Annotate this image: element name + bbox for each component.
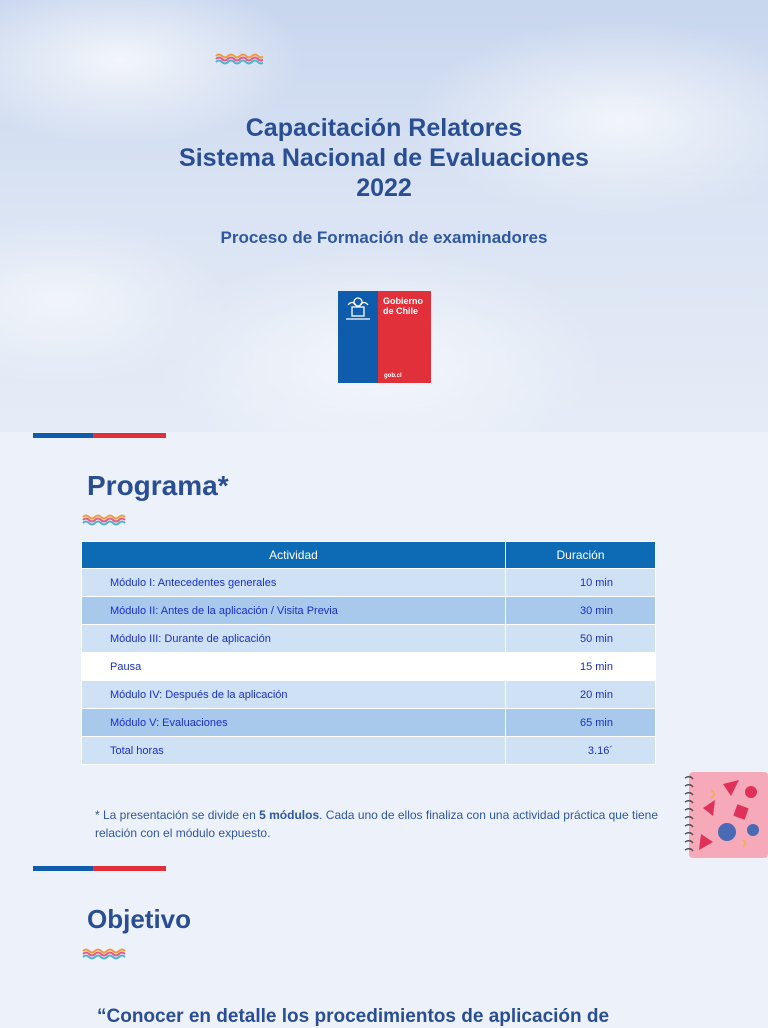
activity-cell: Módulo I: Antecedentes generales: [82, 569, 506, 597]
programa-heading: Programa*: [87, 470, 229, 501]
programa-note: * La presentación se divide en 5 módulos. Cada uno de ellos finaliza con una actividad práctica que tiene relación con el módulo expuesto.: [95, 808, 659, 840]
table-row: [82, 681, 656, 709]
objetivo-slide: [0, 862, 768, 1027]
gobierno-de-chile-logo: [338, 291, 431, 383]
table-row: [82, 597, 656, 625]
cover-title-line: 2022: [356, 174, 412, 202]
objetivo-quote: “Conocer en detalle los procedimientos de aplicación de: [97, 1006, 610, 1027]
squiggle-icon: [82, 948, 128, 960]
cover-title-line: Capacitación Relatores: [245, 114, 523, 142]
activity-cell: Módulo V: Evaluaciones: [82, 709, 506, 737]
flag-bar: [33, 866, 166, 871]
duration-cell: 10 min: [506, 569, 656, 597]
activity-cell: Total horas: [82, 737, 506, 765]
column-header: Duración: [506, 542, 656, 569]
cover-title-line: Sistema Nacional de Evaluaciones: [179, 144, 589, 172]
duration-cell: 30 min: [506, 597, 656, 625]
activity-cell: Módulo IV: Después de la aplicación: [82, 681, 506, 709]
logo-footer: gob.cl: [384, 373, 402, 379]
table-row: [82, 625, 656, 653]
table-row: [82, 569, 656, 597]
notebook-icon: [683, 770, 768, 860]
squiggle-icon: [82, 514, 128, 526]
activity-cell: Módulo II: Antes de la aplicación / Visita Previa: [82, 597, 506, 625]
duration-cell: 3.16´: [506, 737, 656, 765]
duration-cell: 65 min: [506, 709, 656, 737]
table-row: [82, 653, 656, 681]
logo-text: de Chile: [383, 306, 419, 316]
cover-slide: [0, 0, 768, 432]
activity-cell: Pausa: [82, 653, 506, 681]
coat-of-arms-icon: [342, 293, 374, 323]
objetivo-heading: Objetivo: [87, 904, 192, 934]
squiggle-icon: [215, 53, 263, 65]
duration-cell: 15 min: [506, 653, 656, 681]
table-row: [82, 709, 656, 737]
cover-subtitle: Proceso de Formación de examinadores: [220, 228, 548, 247]
duration-cell: 50 min: [506, 625, 656, 653]
duration-cell: 20 min: [506, 681, 656, 709]
flag-bar: [33, 433, 166, 438]
activity-cell: Módulo III: Durante de aplicación: [82, 625, 506, 653]
logo-text: Gobierno: [383, 296, 423, 306]
column-header: Actividad: [82, 542, 506, 569]
cover-title: [0, 113, 768, 203]
programa-table: [81, 541, 656, 765]
table-row: [82, 737, 656, 765]
programa-slide: [0, 432, 768, 862]
